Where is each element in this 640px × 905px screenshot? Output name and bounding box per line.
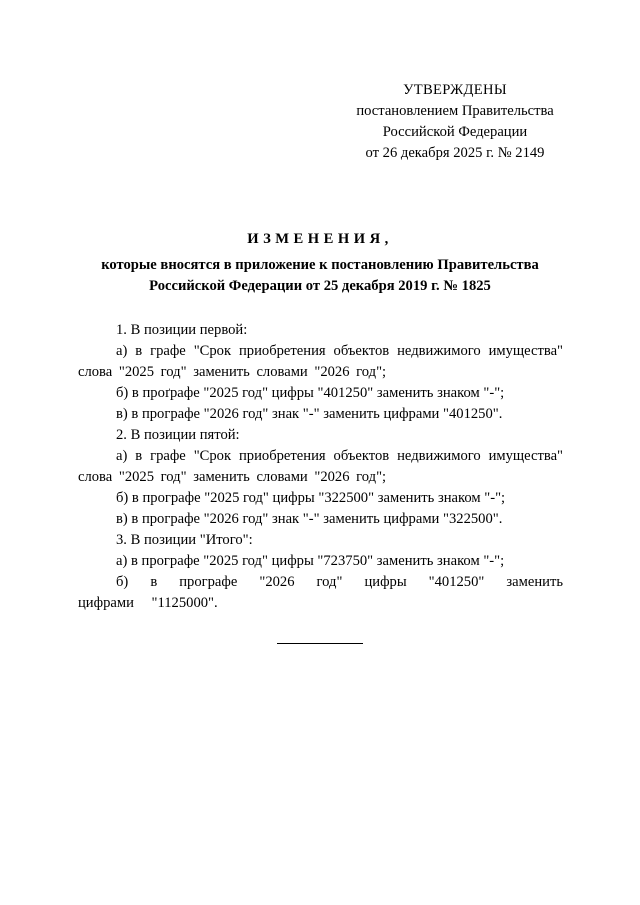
closing-rule <box>277 643 363 644</box>
approval-line-3: от 26 декабря 2025 г. № 2149 <box>365 145 545 161</box>
item-3-a: а) в прографе "2025 год" цифры "723750" заменить знаком "-"; <box>116 553 505 569</box>
document-subtitle <box>60 255 580 297</box>
item-1-c: в) в прографе "2026 год" знак "-" заменить цифрами "401250". <box>116 406 503 422</box>
approval-block <box>330 80 580 164</box>
item-2-heading: 2. В позиции пятой: <box>116 427 240 443</box>
subtitle-line-1: которые вносятся в приложение к постановлению Правительства <box>101 257 539 273</box>
item-2-c: в) в прографе "2026 год" знак "-" заменить цифрами "322500". <box>116 511 503 527</box>
item-1-a: а) в графе "Срок приобретения объектов недвижимого имущества" слова "2025 год" заменить словами "2026 год"; <box>78 343 563 380</box>
item-1-heading: 1. В позиции первой: <box>116 322 248 338</box>
item-2-b: б) в прографе "2025 год" цифры "322500" заменить знаком "-"; <box>116 490 506 506</box>
approval-line-1: постановлением Правительства <box>356 103 554 119</box>
item-3-heading: 3. В позиции "Итого": <box>116 532 253 548</box>
document-heading <box>60 229 580 297</box>
document-body <box>78 320 563 614</box>
approval-line-2: Российской Федерации <box>382 124 528 140</box>
approval-title: УТВЕРЖДЕНЫ <box>403 82 507 98</box>
item-3-b: б) в прографе "2026 год" цифры "401250" заменить цифрами "1125000". <box>78 574 563 611</box>
subtitle-line-2: Российской Федерации от 25 декабря 2019 г. № 1825 <box>149 278 491 294</box>
item-2-a: а) в графе "Срок приобретения объектов недвижимого имущества" слова "2025 год" заменить словами "2026 год"; <box>78 448 563 485</box>
item-1-b: б) в проґрафе "2025 год" цифры "401250" заменить знаком "-"; <box>116 385 505 401</box>
document-title: ИЗМЕНЕНИЯ, <box>247 231 393 247</box>
